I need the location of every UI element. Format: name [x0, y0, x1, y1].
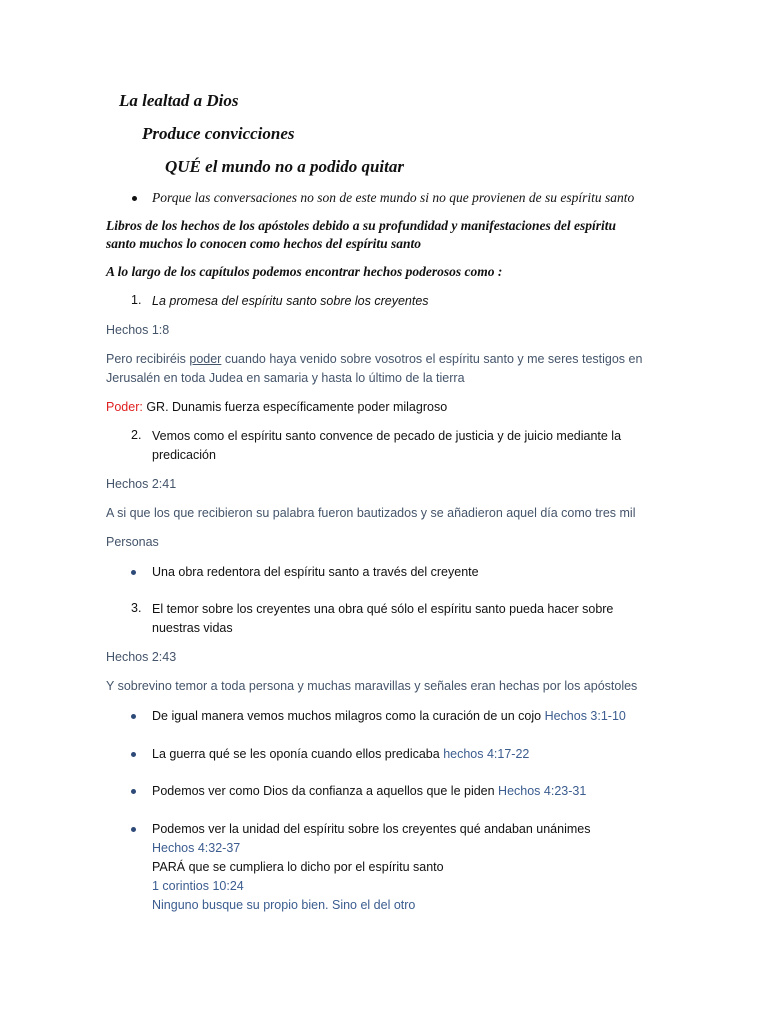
last-bullet-line1: Podemos ver la unidad del espíritu sobre los creyentes qué andaban unánimes — [152, 822, 591, 836]
ref-hechos-2-41: Hechos 2:41 — [106, 477, 177, 491]
heading-mundo: QUÉ el mundo no a podido quitar — [165, 157, 404, 176]
bullet-milagros-text: De igual manera vemos muchos milagros como la curación de un cojo — [152, 709, 545, 723]
quote1-line2: Jerusalén en toda Judea en samaria y hasta lo último de la tierra — [106, 371, 465, 385]
quote2-line2: Personas — [106, 535, 159, 549]
item2-line2: predicación — [152, 448, 216, 462]
paragraph-a-lo-largo: A lo largo de los capítulos podemos encontrar hechos poderosos como : — [106, 264, 503, 279]
quote1-text-b: cuando haya venido sobre vosotros el espíritu santo y me seres testigos en — [221, 352, 643, 366]
heading-convicciones: Produce convicciones — [142, 124, 295, 143]
poder-label: Poder: — [106, 400, 143, 414]
paragraph-libros-line2: santo muchos lo conocen como hechos del espíritu santo — [106, 236, 422, 251]
last-bullet-line3: PARÁ que se cumpliera lo dicho por el espíritu santo — [152, 860, 444, 874]
list-number-3: 3. — [131, 601, 142, 615]
item2-line1: Vemos como el espíritu santo convence de pecado de justicia y de juicio mediante la — [152, 429, 622, 443]
item3-line2: nuestras vidas — [152, 621, 233, 635]
ref-hechos-1-8: Hechos 1:8 — [106, 323, 170, 337]
quote1-underlined-word: poder — [189, 352, 222, 366]
ref-1-corintios-10-24: 1 corintios 10:24 — [152, 879, 244, 893]
bullet-confianza — [152, 782, 586, 801]
list-number-2: 2. — [131, 428, 142, 442]
quote2-line1: A si que los que recibieron su palabra fueron bautizados y se añadieron aquel día como tres mil — [106, 506, 636, 520]
bullet-guerra-text: La guerra qué se les oponía cuando ellos predicaba — [152, 747, 444, 761]
intro-bullet-text: Porque las conversaciones no son de este mundo si no que provienen de su espíritu santo — [152, 190, 635, 205]
heading-lealtad: La lealtad a Dios — [119, 91, 239, 110]
bullet-dot — [131, 789, 136, 794]
bullet-dot — [131, 827, 136, 832]
ref-hechos-2-43: Hechos 2:43 — [106, 650, 177, 664]
poder-definition — [106, 398, 447, 417]
poder-def-text: GR. Dunamis fuerza específicamente poder milagroso — [142, 400, 448, 414]
paragraph-libros-line1: Libros de los hechos de los apóstoles debido a su profundidad y manifestaciones del espíritu — [106, 218, 617, 233]
ref-hechos-4-23-31: Hechos 4:23-31 — [498, 784, 587, 798]
last-bullet-line5: Ninguno busque su propio bien. Sino el del otro — [152, 898, 416, 912]
ref-hechos-3-1-10: Hechos 3:1-10 — [544, 709, 626, 723]
bullet-redentora: Una obra redentora del espíritu santo a través del creyente — [152, 565, 479, 579]
list-number-1: 1. — [131, 293, 142, 307]
ref-hechos-4-32-37: Hechos 4:32-37 — [152, 841, 241, 855]
bullet-dot — [131, 570, 136, 575]
quote1-line1 — [106, 350, 642, 369]
bullet-milagros — [152, 707, 626, 726]
item1-text: La promesa del espíritu santo sobre los creyentes — [152, 294, 429, 308]
ref-hechos-4-17-22: hechos 4:17-22 — [443, 747, 530, 761]
quote1-text-a: Pero recibiréis — [106, 352, 190, 366]
bullet-dot — [131, 752, 136, 757]
bullet-dot — [131, 714, 136, 719]
quote3: Y sobrevino temor a toda persona y muchas maravillas y señales eran hechas por los apóstoles — [106, 679, 638, 693]
bullet-dot — [132, 196, 137, 201]
bullet-confianza-text: Podemos ver como Dios da confianza a aquellos que le piden — [152, 784, 499, 798]
item3-line1: El temor sobre los creyentes una obra qué sólo el espíritu santo pueda hacer sobre — [152, 602, 614, 616]
bullet-guerra — [152, 745, 529, 764]
